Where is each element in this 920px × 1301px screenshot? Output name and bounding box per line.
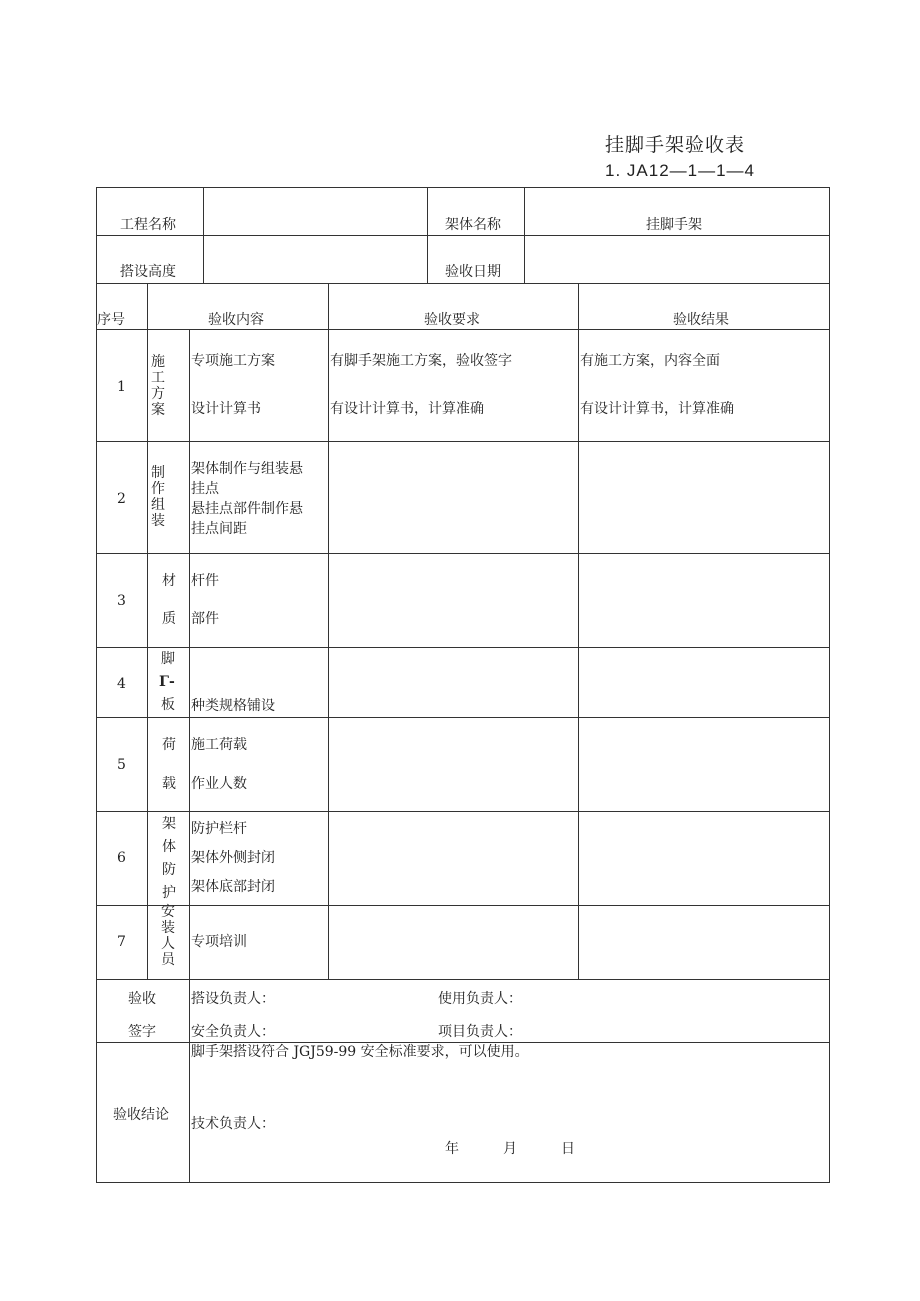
date-day: 日 — [561, 1141, 575, 1157]
row-result: 有设计计算书，计算准确 — [580, 401, 734, 417]
row-category: 体 — [162, 839, 176, 855]
row-seq: 6 — [117, 850, 126, 866]
row-seq: 4 — [117, 676, 126, 692]
date-month: 月 — [503, 1141, 517, 1157]
row-result: 有施工方案，内容全面 — [580, 353, 720, 369]
conclusion-label: 验收结论 — [113, 1107, 169, 1123]
row-item: 设计计算书 — [191, 401, 261, 417]
row-category: 护 — [162, 885, 176, 901]
form-title: 挂脚手架验收表 — [605, 134, 746, 156]
row-seq: 5 — [117, 757, 126, 773]
signature-label: 签字 — [128, 1024, 156, 1040]
row-category: 防 — [162, 862, 176, 878]
safety-lead-signature[interactable]: 安全负责人： — [191, 1024, 275, 1040]
row-seq: 1 — [117, 379, 126, 395]
row-requirement: 有设计计算书，计算准确 — [330, 401, 484, 417]
row-category: 施 工 方 案 — [151, 354, 165, 418]
inspection-date-label: 验收日期 — [445, 264, 501, 280]
frame-name-label: 架体名称 — [445, 217, 501, 233]
row-item: 专项培训 — [191, 934, 247, 950]
row-seq: 3 — [117, 593, 126, 609]
project-lead-signature[interactable]: 项目负责人： — [438, 1024, 522, 1040]
use-lead-signature[interactable]: 使用负责人： — [438, 991, 522, 1007]
column-header-content: 验收内容 — [208, 312, 264, 328]
row-seq: 7 — [117, 934, 126, 950]
row-item: 专项施工方案 — [191, 353, 275, 369]
row-item: 防护栏杆 — [191, 821, 247, 837]
frame-name-field[interactable]: 挂脚手架 — [646, 217, 702, 233]
row-item: 架体底部封闭 — [191, 879, 275, 895]
tech-lead-signature[interactable]: 技术负责人： — [191, 1116, 275, 1132]
row-item: 种类规格铺设 — [191, 698, 275, 714]
row-item: 作业人数 — [191, 776, 247, 792]
column-header-seq: 序号 — [97, 312, 125, 328]
row-category: 载 — [162, 776, 176, 792]
row-item: 架体外侧封闭 — [191, 850, 275, 866]
row-item: 部件 — [191, 611, 219, 627]
row-seq: 2 — [117, 491, 126, 507]
erect-height-label: 搭设高度 — [120, 264, 176, 280]
row-category: 制 作 组 装 — [151, 465, 165, 529]
row-category: 脚 — [161, 651, 175, 667]
row-item: 挂点间距 — [191, 521, 247, 537]
date-year: 年 — [445, 1141, 459, 1157]
row-category: 质 — [162, 611, 176, 627]
row-category: 架 — [162, 816, 176, 832]
row-item: 杆件 — [191, 573, 219, 589]
form-code: 1. JA12—1—1—4 — [605, 161, 756, 180]
row-category: 荷 — [162, 737, 176, 753]
column-header-requirement: 验收要求 — [424, 312, 480, 328]
row-category: 板 — [161, 697, 175, 713]
row-item: 架体制作与组装悬 — [191, 461, 303, 477]
row-item: 施工荷载 — [191, 737, 247, 753]
row-category: Γ- — [159, 674, 175, 690]
project-name-label: 工程名称 — [120, 217, 176, 233]
column-header-result: 验收结果 — [673, 312, 729, 328]
erect-lead-signature[interactable]: 搭设负责人： — [191, 991, 275, 1007]
row-item: 挂点 — [191, 481, 219, 497]
row-category: 安 装 人 员 — [161, 904, 175, 968]
row-category: 材 — [162, 573, 176, 589]
signature-label: 验收 — [128, 991, 156, 1007]
conclusion-text: 脚手架搭设符合 JGJ59-99 安全标准要求，可以使用。 — [191, 1044, 529, 1060]
row-requirement: 有脚手架施工方案，验收签字 — [330, 353, 512, 369]
row-item: 悬挂点部件制作悬 — [191, 501, 303, 517]
